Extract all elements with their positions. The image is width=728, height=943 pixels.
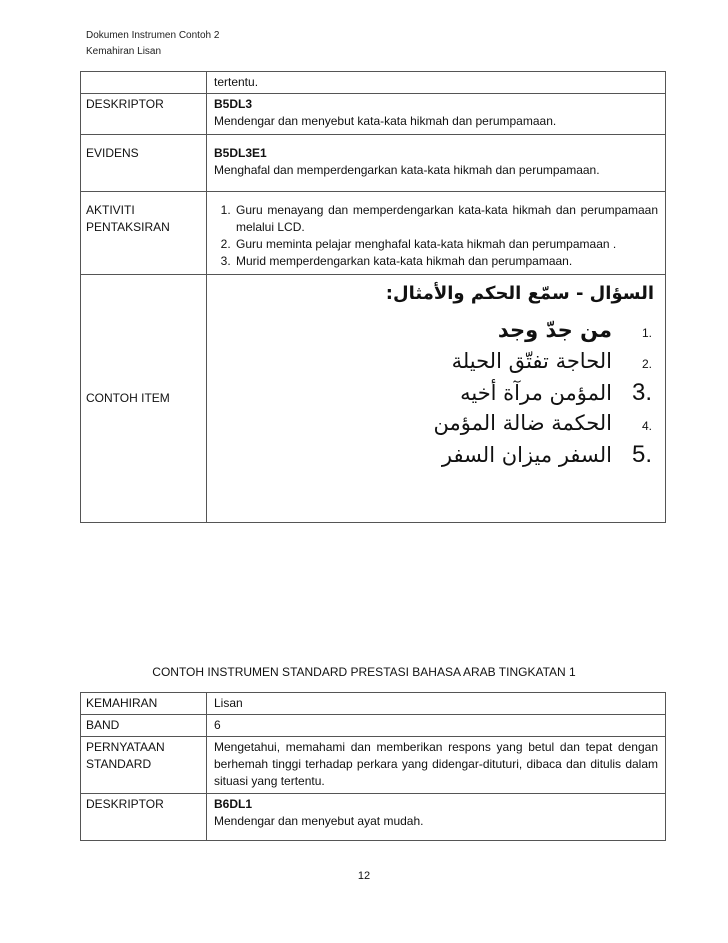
row-label-band: BAND	[81, 715, 207, 737]
arabic-item-text: المؤمن مرآة أخيه	[460, 381, 612, 405]
descriptor-code: B6DL1	[214, 797, 253, 811]
row-label-standard: STANDARD	[86, 757, 152, 771]
item-number: .5	[631, 441, 652, 468]
table-row	[81, 693, 666, 715]
row-label-deskriptor: DESKRIPTOR	[81, 794, 207, 841]
arabic-item-text: السفر ميزان السفر	[441, 443, 612, 467]
evidens-code: B5DL3E1	[214, 146, 267, 160]
pernyataan-text: Mengetahui, memahami dan memberikan respons yang betul dan tepat dengan berhemah tinggi terhadap perkara yang didengar-dituturi, dibaca dan ditulis dalam situasi yang tertentu.	[207, 737, 666, 794]
item-number: .4	[641, 419, 652, 433]
arabic-item-text: الحاجة تفتّق الحيلة	[451, 349, 612, 373]
item-number: .1	[641, 326, 652, 340]
instrument-table-1	[80, 71, 666, 523]
list-item: 1. Guru menayang dan memperdengarkan kata-kata hikmah dan perumpamaan melalui LCD.	[234, 202, 658, 236]
item-number: .2	[641, 357, 652, 371]
activity-list	[214, 202, 658, 270]
instrument-table-2	[80, 692, 666, 841]
row-label-kemahiran: KEMAHIRAN	[81, 693, 207, 715]
continued-text: tertentu.	[207, 72, 666, 94]
arabic-question: السؤال - سمّع الحكم والأمثال:	[385, 283, 654, 304]
row-label-pernyataan: PERNYATAAN	[86, 740, 165, 754]
table-row	[81, 135, 666, 192]
list-item	[214, 349, 658, 384]
table-row	[81, 192, 666, 275]
table-row	[81, 72, 666, 94]
arabic-item-text: الحكمة ضالة المؤمن	[433, 411, 612, 435]
section-title: CONTOH INSTRUMEN STANDARD PRESTASI BAHASA ARAB TINGKATAN 1	[152, 665, 576, 679]
arabic-item-list	[214, 318, 658, 477]
table-row	[81, 94, 666, 135]
table-row	[81, 794, 666, 841]
descriptor-text: Mendengar dan menyebut ayat mudah.	[214, 814, 424, 828]
list-item	[214, 411, 658, 446]
item-number: .3	[631, 379, 652, 406]
row-label-aktiviti: AKTIVITI	[86, 203, 135, 217]
row-label-deskriptor: DESKRIPTOR	[81, 94, 207, 135]
list-item: 3. Murid memperdengarkan kata-kata hikmah dan perumpamaan.	[234, 253, 658, 270]
arabic-item-text: من جدّ وجد	[497, 318, 612, 342]
doc-header-subtitle: Kemahiran Lisan	[86, 46, 162, 57]
table-row	[81, 737, 666, 794]
table-row	[81, 275, 666, 523]
list-item	[214, 441, 658, 477]
kemahiran-value: Lisan	[207, 693, 666, 715]
evidens-text: Menghafal dan memperdengarkan kata-kata hikmah dan perumpamaan.	[214, 163, 600, 177]
doc-header-title: Dokumen Instrumen Contoh 2	[86, 30, 220, 41]
band-value: 6	[207, 715, 666, 737]
row-label-evidens: EVIDENS	[81, 135, 207, 192]
list-item: 2. Guru meminta pelajar menghafal kata-kata hikmah dan perumpamaan .	[234, 236, 658, 253]
table-row	[81, 715, 666, 737]
page-number: 12	[357, 870, 371, 882]
row-label-contoh-item: CONTOH ITEM	[81, 275, 207, 523]
row-label-pentaksiran: PENTAKSIRAN	[86, 220, 170, 234]
descriptor-code: B5DL3	[214, 97, 253, 111]
descriptor-text: Mendengar dan menyebut kata-kata hikmah dan perumpamaan.	[214, 114, 557, 128]
